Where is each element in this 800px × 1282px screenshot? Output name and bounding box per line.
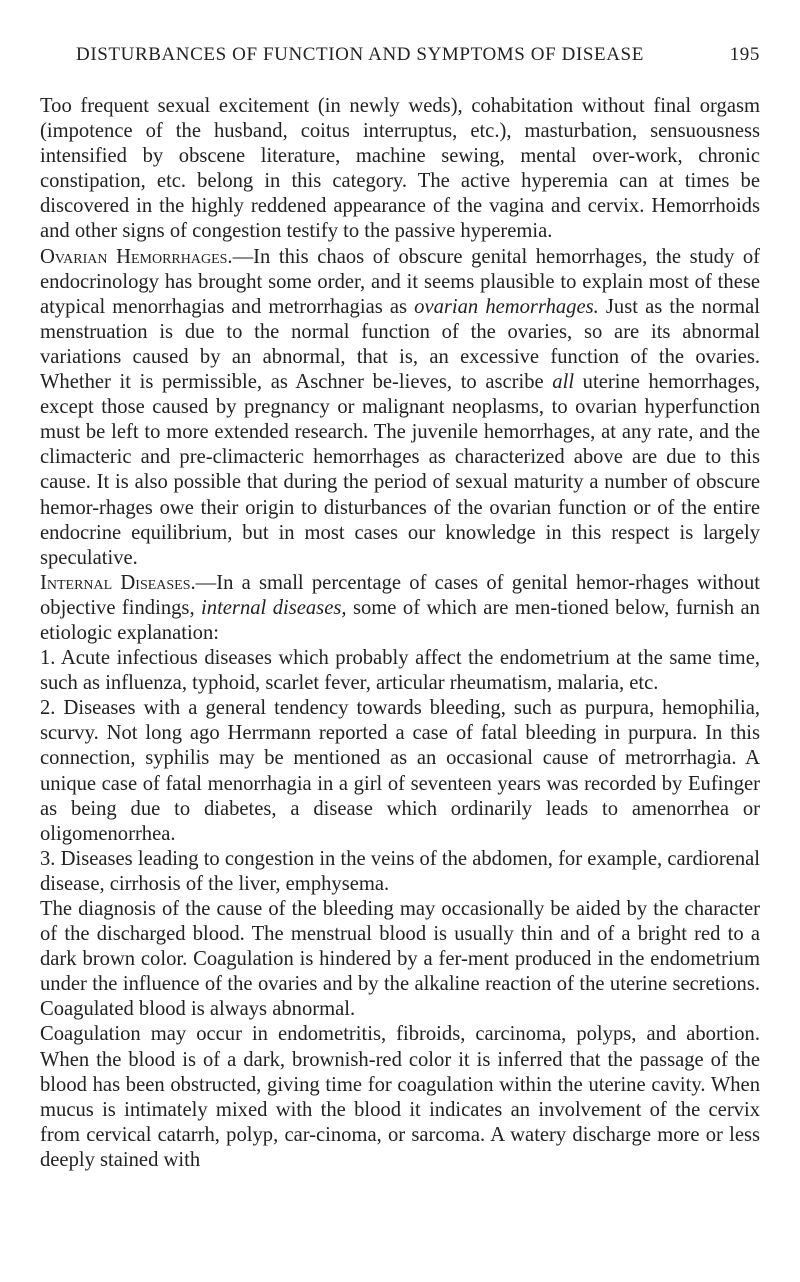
italic-term-all: all [552,371,575,394]
paragraph-ovarian-hemorrhages [40,245,760,571]
text-segment: some of which are men-tioned below, furnish an etiologic explanation: [40,596,760,644]
running-title: DISTURBANCES OF FUNCTION AND SYMPTOMS OF DISEASE [76,44,644,65]
paragraph-coagulation: Coagulation may occur in endometritis, fibroids, carcinoma, polyps, and abortion. When the blood is of a dark, brownish-red color it is inferred that the passage of the blood has been obstructed, giving time for coagulation within the uterine cavity. When mucus is intimately mixed with the blood it indicates an involvement of the cervix from cervical catarrh, polyp, car-cinoma, or sarcoma. A watery discharge more or less deeply stained with [40,1023,760,1171]
text-segment: Just as the normal menstruation is due to the normal function of the ovaries, so are its abnormal variations caused by an abnormal, that is, an excessive function of the ovaries. Whether it is permissible, as Aschner be-lieves, to ascribe [40,295,760,394]
text-segment: uterine hemorrhages, except those caused by pregnancy or malignant neoplasms, to ovarian hyperfunction must be left to more extended research. The juvenile hemorrhages, at any rate, and the climacteric and pre-climacteric hemorrhages as characterized above are due to this cause. It is also possible that during the period of sexual maturity a number of obscure hemor-rhages owe their origin to disturbances of the ovarian function or of the entire endocrine equilibrium, but in most cases our knowledge in this respect is largely speculative. [40,371,760,569]
italic-term-ovarian-hemorrhages: ovarian hemorrhages. [414,295,599,318]
paragraph-blood-character: The diagnosis of the cause of the bleeding may occasionally be aided by the character of the discharged blood. The menstrual blood is usually thin and of a bright red to a dark brown color. Coagulation is hindered by a fer-ment produced in the endometrium under the influence of the ovaries and by the alkaline reaction of the uterine secretions. Coagulated blood is always abnormal. [40,898,760,1021]
list-item-bleeding-tendency: 2. Diseases with a general tendency towards bleeding, such as purpura, hemophilia, scurvy. Not long ago Herrmann reported a case of fatal bleeding in purpura. In this connection, syphilis may be mentioned as an occasional cause of metrorrhagia. A unique case of fatal menorrhagia in a girl of seventeen years was recorded by Eufinger as being due to diabetes, a disease which ordinarily leads to amenorrhea or oligomenorrhea. [40,697,760,845]
text-segment: —In this chaos of obscure genital hemorrhages, the study of endocrinology has brought some order, and it seems plausible to explain most of these atypical menorrhagias and metrorrhagias as [40,245,760,318]
body-text [40,94,760,1173]
paragraph-congestion-causes: Too frequent sexual excitement (in newly weds), cohabitation without final orgasm (impotence of the husband, coitus interruptus, etc.), masturbation, sensuousness intensified by obscene literature, machine sewing, mental over-work, chronic constipation, etc. belong in this category. The active hyperemia can at times be discovered in the highly reddened appearance of the vagina and cervix. Hemorrhoids and other signs of congestion testify to the passive hyperemia. [40,95,760,243]
italic-term-internal-diseases: internal diseases, [201,596,347,619]
list-item-venous-congestion: 3. Diseases leading to congestion in the veins of the abdomen, for example, cardiorenal disease, cirrhosis of the liver, emphysema. [40,847,760,895]
page-number: 195 [729,44,760,65]
text-segment: —In a small percentage of cases of genital hemor-rhages without objective findings, [40,571,760,619]
list-item-acute-infectious: 1. Acute infectious diseases which probably affect the endometrium at the same time, such as influenza, typhoid, scarlet fever, articular rheumatism, malaria, etc. [40,647,760,695]
paragraph-internal-diseases [40,571,760,646]
section-heading-ovarian-hemorrhages: Ovarian Hemorrhages. [40,245,233,268]
section-heading-internal-diseases: Internal Diseases. [40,571,196,594]
running-head [40,44,760,74]
